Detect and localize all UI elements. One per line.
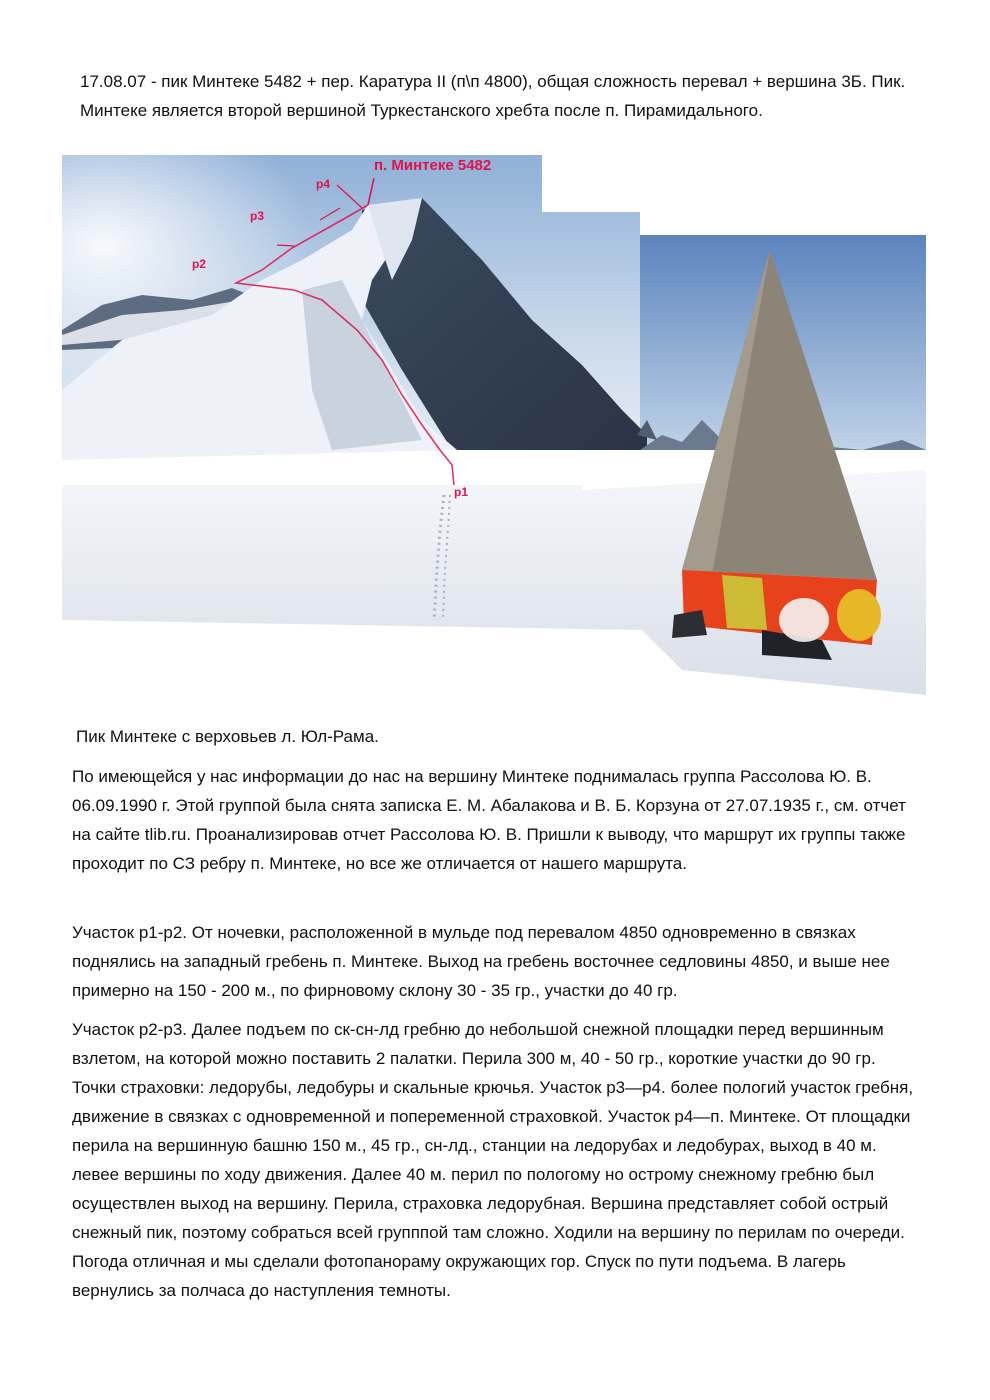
text-paragraph-3: Участок р2-р3. Далее подъем по ск-сн-лд гребню до небольшой снежной площадки перед вершинным взлетом, на которой можно поставить 2 палатки. Перила 300 м, 40 - 50 гр., короткие участки до 90 гр. Точки страховки: ледорубы, ледобуры и скальные крючья. Участок р3—р4. более пологий участок гребня, движение в связках с одновременной и попеременной страховкой. Участок р4—п. Минтеке. От площадки перила на вершинную башню 150 м., 45 гр., сн-лд., станции на ледорубах и ледобурах, выход в 40 м. левее вершины по ходу движения. Далее 40 м. перил по пологому но острому снежному гребню был осуществлен выход на вершину. Перила, страховка ледорубная. Вершина представляет собой острый снежный пик, поэтому собраться всей групппой там сложно. Ходили на вершину по перилам по очереди. Погода отличная и мы сделали фотопанораму окружающих гор. Спуск по пути подъема. В лагерь вернулись за полчаса до наступления темноты. <box>72 1020 914 1300</box>
panorama-photo <box>62 150 926 695</box>
point-label-p4: р4 <box>316 177 331 191</box>
summit-label: п. Минтеке 5482 <box>374 157 492 174</box>
intro-paragraph: 17.08.07 - пик Минтеке 5482 + пер. Каратура II (п\п 4800), общая сложность перевал + вершина 3Б. Пик. Минтеке является второй вершиной Туркестанского хребта после п. Пирамидального. <box>80 72 906 120</box>
text-paragraph-2: Участок р1-р2. От ночевки, расположенной в мульде под перевалом 4850 одновременно в связках поднялись на западный гребень п. Минтеке. Выход на гребень восточнее седловины 4850, и выше нее примерно на 150 - 200 м., по фирновому склону 30 - 35 гр., участки до 40 гр. <box>72 923 890 1000</box>
point-label-p2: р2 <box>192 257 207 271</box>
text-paragraph-1: По имеющейся у нас информации до нас на вершину Минтеке поднималась группа Рассолова Ю. В. 06.09.1990 г. Этой группой была снята записка Е. М. Абалакова и В. Б. Корзуна от 27.07.1935 г., см. отчет на сайте tlib.ru. Проанализировав отчет Рассолова Ю. В. Пришли к выводу, что маршрут их группы также проходит по СЗ ребру п. Минтеке, но все же отличается от нашего маршрута. <box>72 767 906 873</box>
point-label-p1: р1 <box>454 485 469 499</box>
point-label-p3: р3 <box>250 209 265 223</box>
photo-caption: Пик Минтеке с верховьев л. Юл-Рама. <box>76 727 379 746</box>
